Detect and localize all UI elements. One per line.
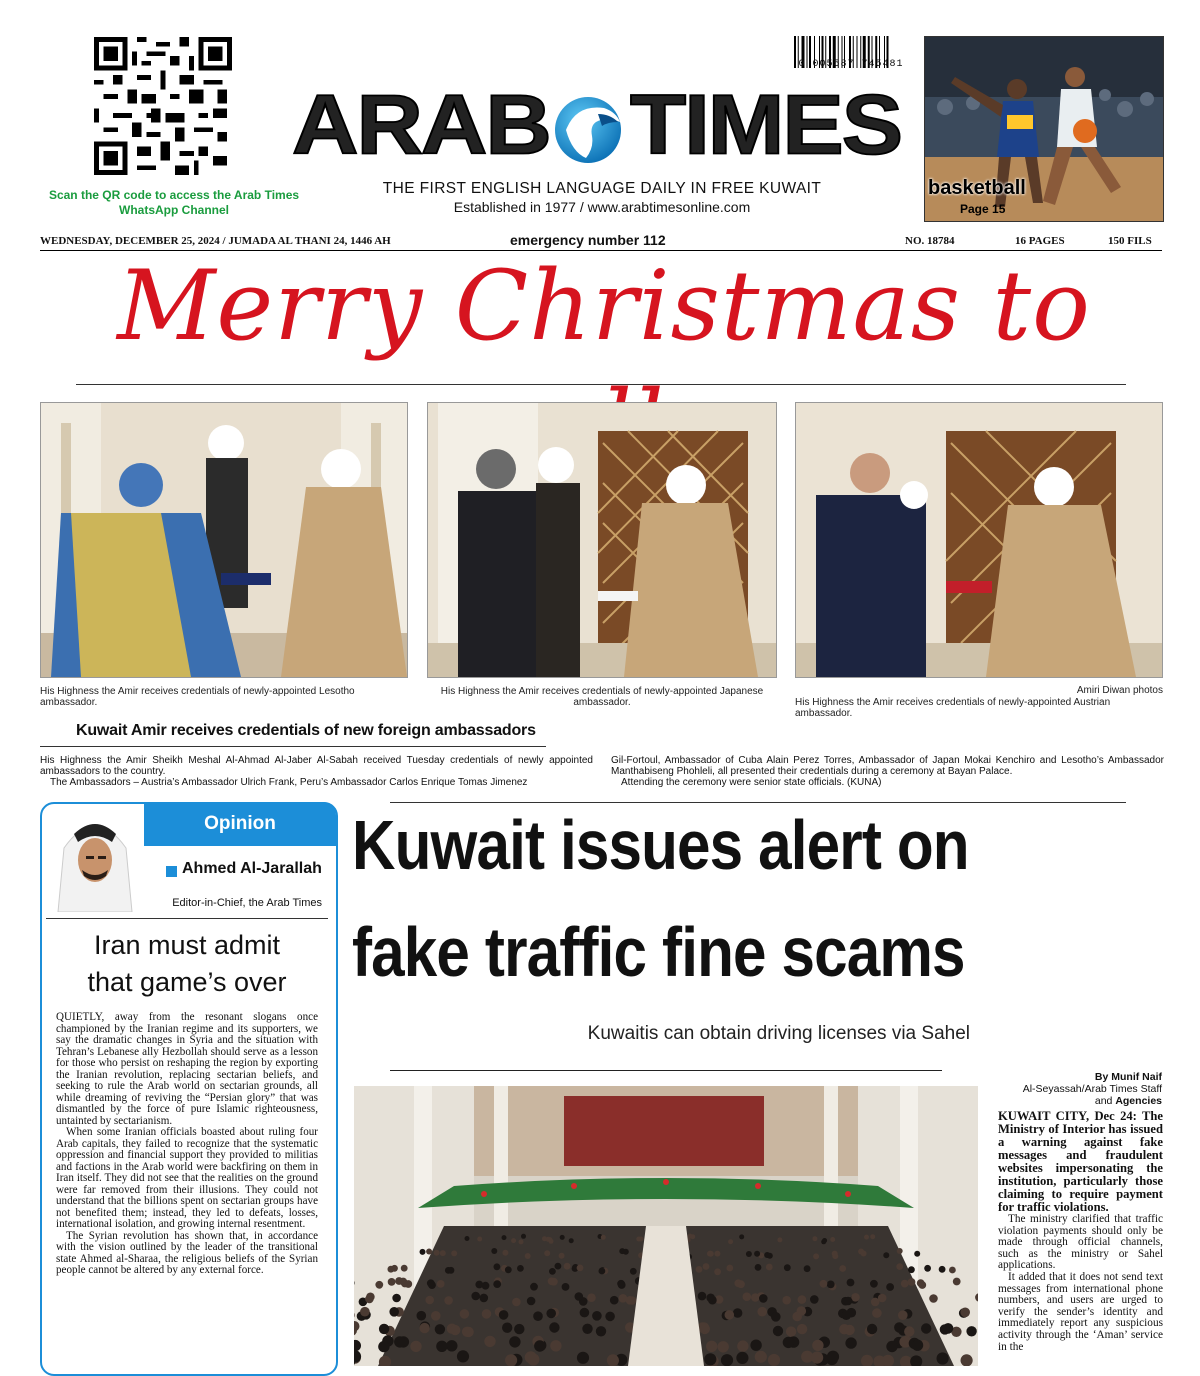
subhead-rule bbox=[390, 1070, 942, 1071]
masthead-title-right[interactable]: TIMES bbox=[630, 78, 902, 172]
qr-code[interactable] bbox=[94, 37, 232, 175]
paragraph: QUIETLY, away from the resonant slogans once championed by the Iranian regime and its supporters, we say the dramatic changes in Syria and the situation with Tehran’s Lebanese ally Hezbollah should serve as a lesson for those who persist on reshaping the region by exporting the Iranian revolution, replacing sectarian beliefs, and seeking to rule the Arab world on sectarian grounds, all while dreaming of reviving the “Persian glory” that was dismantled by the force of pure Islamic righteousness, untainted by sectarianism. bbox=[56, 1011, 318, 1127]
barcode-number: 0 005587 745481 bbox=[798, 59, 904, 70]
basketball-page-ref: Page 15 bbox=[960, 202, 1006, 216]
paragraph: It added that it does not send text messages from international phone numbers, and users are urged to verify the sender’s identity and immediately report any suspicious activity through the ‘Aman’ service in the bbox=[998, 1270, 1163, 1353]
ambassador-text-left bbox=[40, 755, 593, 788]
qr-caption: Scan the QR code to access the Arab Times WhatsApp Channel bbox=[48, 188, 300, 217]
photo-credit: Amiri Diwan photos bbox=[1076, 685, 1163, 696]
lead-story-body bbox=[998, 1110, 1163, 1353]
ambassador-headline[interactable]: Kuwait Amir receives credentials of new foreign ambassadors bbox=[76, 722, 536, 739]
lead-headline-line-2[interactable]: fake traffic fine scams bbox=[352, 913, 965, 991]
church-image bbox=[354, 1086, 978, 1366]
photo-caption-3: His Highness the Amir receives credentials of newly-appointed Austrian ambassador. bbox=[795, 697, 1111, 719]
byline-and: and bbox=[1094, 1095, 1113, 1107]
opinion-title-line-1[interactable]: Iran must admit bbox=[93, 930, 281, 960]
opinion-author-role: Editor-in-Chief, the Arab Times bbox=[172, 897, 322, 909]
ambassador-rule bbox=[40, 746, 546, 747]
eagle-logo-icon bbox=[546, 92, 630, 166]
photo-caption-1: His Highness the Amir receives credentials of newly-appointed Lesotho ambassador. bbox=[40, 686, 355, 708]
issue-number: NO. 18784 bbox=[905, 235, 955, 247]
paragraph: The Ambassadors – Austria’s Ambassador Ulrich Frank, Peru’s Ambassador Carlos Enrique Tomas Jimenez bbox=[50, 777, 528, 788]
photo-lesotho-image bbox=[41, 403, 407, 677]
paragraph: Attending the ceremony were senior state officials. (KUNA) bbox=[621, 777, 882, 788]
lead-headline-line-1[interactable]: Kuwait issues alert on bbox=[352, 806, 969, 884]
paragraph: When some Iranian officials boasted about ruling four Arab capitals, they failed to recognize that the systematic oppression and financial support they provided to militias and factions in the Arab world were backfiring on them in Iran itself. They did not see that the realities on the ground were far removed from their illusions. They could not understand that the billions spent on sectarian groups have not benefited them; instead, they led to defeats, losses, international isolation, and growing internal resentment. bbox=[56, 1126, 318, 1230]
photo-lesotho-ambassador[interactable] bbox=[40, 402, 408, 678]
paragraph: Gil-Fortoul, Ambassador of Cuba Alain Perez Torres, Ambassador of Japan Mokai Kenchiro and Lesotho’s Ambassador Manthabiseng Phohleli, all presented their credentials during a ceremony at Bayan Palace. bbox=[611, 755, 1164, 777]
emergency-number: emergency number 112 bbox=[510, 232, 666, 248]
byline bbox=[996, 1071, 1162, 1107]
masthead-title-left[interactable]: ARAB bbox=[292, 78, 550, 172]
photo-caption-2: His Highness the Amir receives credentials of newly-appointed Japanese ambassador. bbox=[440, 686, 764, 708]
byline-agencies-label: Agencies bbox=[1115, 1095, 1162, 1107]
photo-austrian-image bbox=[796, 403, 1162, 677]
banner-rule bbox=[76, 384, 1126, 385]
opinion-author: Ahmed Al-Jarallah bbox=[182, 860, 322, 877]
author-bullet bbox=[166, 866, 177, 877]
headline-rule bbox=[390, 802, 1126, 803]
byline-author: By Munif Naif bbox=[1094, 1071, 1162, 1083]
price: 150 FILS bbox=[1108, 235, 1152, 247]
opinion-body bbox=[56, 1012, 318, 1277]
church-christmas-photo[interactable] bbox=[354, 1086, 978, 1366]
opinion-rule bbox=[46, 918, 328, 919]
page-count: 16 PAGES bbox=[1015, 235, 1065, 247]
christmas-banner: Merry Christmas to bbox=[117, 250, 1091, 362]
basketball-label[interactable]: basketball bbox=[928, 177, 1026, 199]
paragraph: The ministry clarified that traffic violation payments should only be made through official channels, such as the ministry or Sahel applications. bbox=[998, 1213, 1163, 1272]
masthead-tagline: THE FIRST ENGLISH LANGUAGE DAILY IN FREE KUWAIT bbox=[382, 180, 822, 197]
byline-agencies bbox=[996, 1095, 1162, 1107]
byline-org: Al-Seyassah/Arab Times Staff bbox=[1022, 1083, 1162, 1095]
paragraph: The Syrian revolution has shown that, in accordance with the vision outlined by the leader of the transitional state Ahmed al-Sharaa, the religious beliefs of the Syrian people cannot be altered by any external force. bbox=[56, 1229, 318, 1276]
issue-date: WEDNESDAY, DECEMBER 25, 2024 / JUMADA AL THANI 24, 1446 AH bbox=[40, 235, 391, 247]
photo-austrian-ambassador[interactable] bbox=[795, 402, 1163, 678]
lead-subhead: Kuwaitis can obtain driving licenses via Sahel bbox=[587, 1023, 970, 1044]
masthead-established: Established in 1977 / www.arabtimesonline.com bbox=[453, 199, 751, 215]
photo-japanese-image bbox=[428, 403, 776, 677]
paragraph: His Highness the Amir Sheikh Meshal Al-Ahmad Al-Jaber Al-Sabah received Tuesday credentials of newly appointed ambassadors to the country. bbox=[40, 755, 593, 777]
opinion-title-line-2[interactable]: that game’s over bbox=[87, 967, 287, 997]
lede-paragraph: KUWAIT CITY, Dec 24: The Ministry of Interior has issued a warning against fake messages and fraudulent websites impersonating the institution, particularly those claiming to require payment for traffic violations. bbox=[998, 1109, 1163, 1214]
author-portrait bbox=[46, 808, 144, 912]
opinion-tab[interactable]: Opinion bbox=[144, 802, 336, 846]
ambassador-text-right bbox=[611, 755, 1164, 788]
photo-japanese-ambassador[interactable] bbox=[427, 402, 777, 678]
